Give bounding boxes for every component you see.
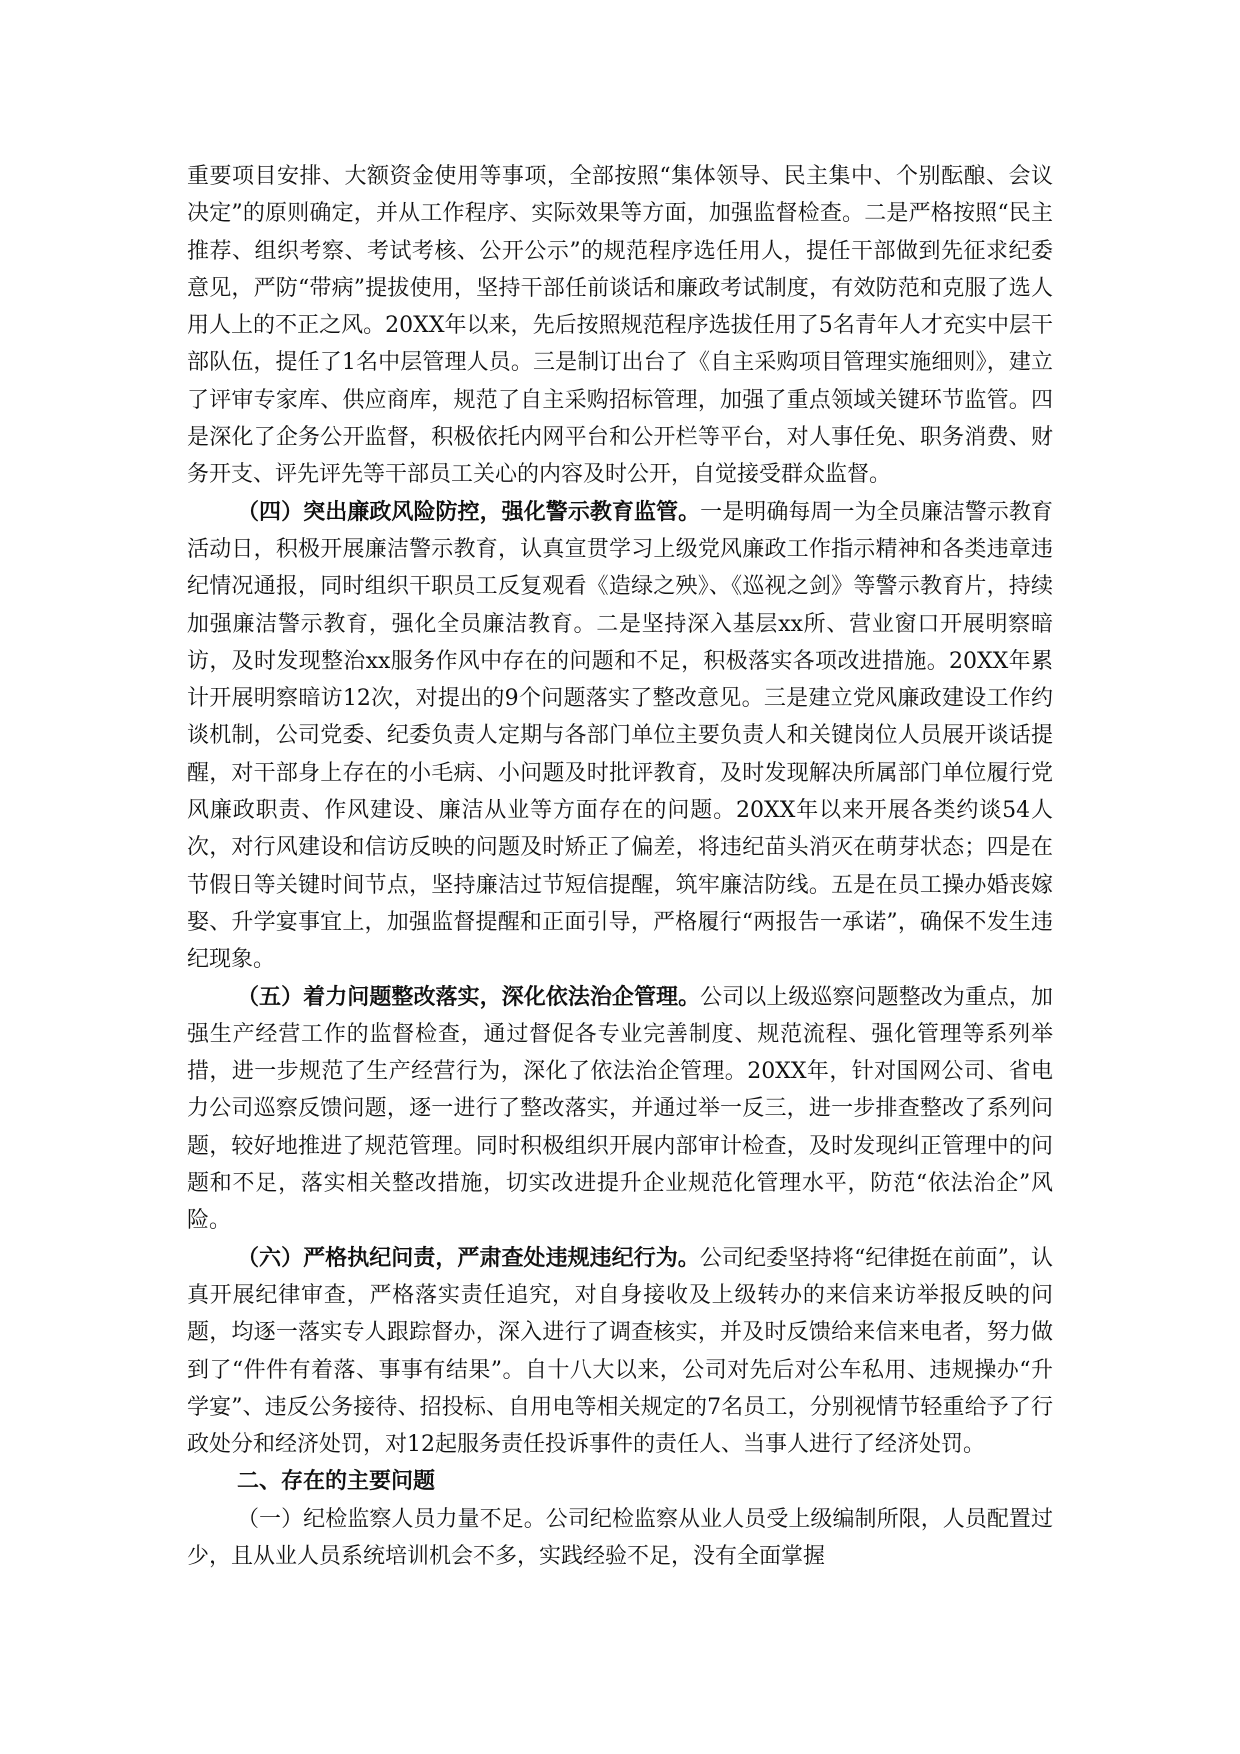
paragraph-4-text: 公司纪委坚持将“纪律挺在前面”，认真开展纪律审查，严格落实责任追究，对自身接收及上级转办的来信来访举报反映的问题，均逐一落实专人跟踪督办，深入进行了调查核实，并及时反馈给来信来电者，努力做到了“件件有着落、事事有结果”。自十八大以来，公司对先后对公车私用、违规操办“升学宴”、违反公务接待、招投标、自用电等相关规定的7名员工，分别视情节轻重给予了行政处分和经济处罚，对12起服务责任投诉事件的责任人、当事人进行了经济处罚。 [187, 1245, 1053, 1458]
document-page [187, 158, 1053, 1575]
paragraph-4 [187, 1240, 1053, 1464]
paragraph-1-text: 重要项目安排、大额资金使用等事项，全部按照“集体领导、民主集中、个别酝酿、会议决定”的原则确定，并从工作程序、实际效果等方面，加强监督检查。二是严格按照“民主推荐、组织考察、考试考核、公开公示”的规范程序选任用人，提任干部做到先征求纪委意见，严防“带病”提拔使用，坚持干部任前谈话和廉政考试制度，有效防范和克服了选人用人上的不正之风。20XX年以来，先后按照规范程序选拔任用了5名青年人才充实中层干部队伍，提任了1名中层管理人员。三是制订出台了《自主采购项目管理实施细则》，建立了评审专家库、供应商库，规范了自主采购招标管理，加强了重点领域关键环节监管。四是深化了企务公开监督，积极依托内网平台和公开栏等平台，对人事任免、职务消费、财务开支、评先评先等干部员工关心的内容及时公开，自觉接受群众监督。 [187, 164, 1053, 488]
paragraph-1 [187, 158, 1053, 494]
paragraph-3-lead: （五）着力问题整改落实，深化依法治企管理。 [237, 983, 701, 1010]
paragraph-2-text: 一是明确每周一为全员廉洁警示教育活动日，积极开展廉洁警示教育，认真宣贯学习上级党风廉政工作指示精神和各类违章违纪情况通报，同时组织干职员工反复观看《造绿之殃》、《巡视之剑》等警示教育片，持续加强廉洁警示教育，强化全员廉洁教育。二是坚持深入基层xx所、营业窗口开展明察暗访，及时发现整治xx服务作风中存在的问题和不足，积极落实各项改进措施。20XX年累计开展明察暗访12次，对提出的9个问题落实了整改意见。三是建立党风廉政建设工作约谈机制，公司党委、纪委负责人定期与各部门单位主要负责人和关键岗位人员展开谈话提醒，对干部身上存在的小毛病、小问题及时批评教育，及时发现解决所属部门单位履行党风廉政职责、作风建设、廉洁从业等方面存在的问题。20XX年以来开展各类约谈54人次，对行风建设和信访反映的问题及时矫正了偏差，将违纪苗头消灭在萌芽状态；四是在节假日等关键时间节点，坚持廉洁过节短信提醒，筑牢廉洁防线。五是在员工操办婚丧嫁娶、升学宴事宜上，加强监督提醒和正面引导，严格履行“两报告一承诺”，确保不发生违纪现象。 [187, 499, 1053, 973]
paragraph-3-text: 公司以上级巡察问题整改为重点，加强生产经营工作的监督检查，通过督促各专业完善制度、规范流程、强化管理等系列举措，进一步规范了生产经营行为，深化了依法治企管理。20XX年，针对国网公司、省电力公司巡察反馈问题，逐一进行了整改落实，并通过举一反三，进一步排查整改了系列问题，较好地推进了规范管理。同时积极组织开展内部审计检查，及时发现纠正管理中的问题和不足，落实相关整改措施，切实改进提升企业规范化管理水平，防范“依法治企”风险。 [187, 984, 1053, 1234]
paragraph-4-lead: （六）严格执纪问责，严肃查处违规违纪行为。 [237, 1244, 700, 1271]
closing-paragraph: （一）纪检监察人员力量不足。公司纪检监察从业人员受上级编制所限，人员配置过少，且从业人员系统培训机会不多，实践经验不足，没有全面掌握 [187, 1506, 1053, 1569]
paragraph-2 [187, 494, 1053, 979]
paragraph-3 [187, 979, 1053, 1240]
paragraph-2-lead: （四）突出廉政风险防控，强化警示教育监管。 [237, 498, 701, 525]
section-heading: 二、存在的主要问题 [237, 1468, 436, 1495]
